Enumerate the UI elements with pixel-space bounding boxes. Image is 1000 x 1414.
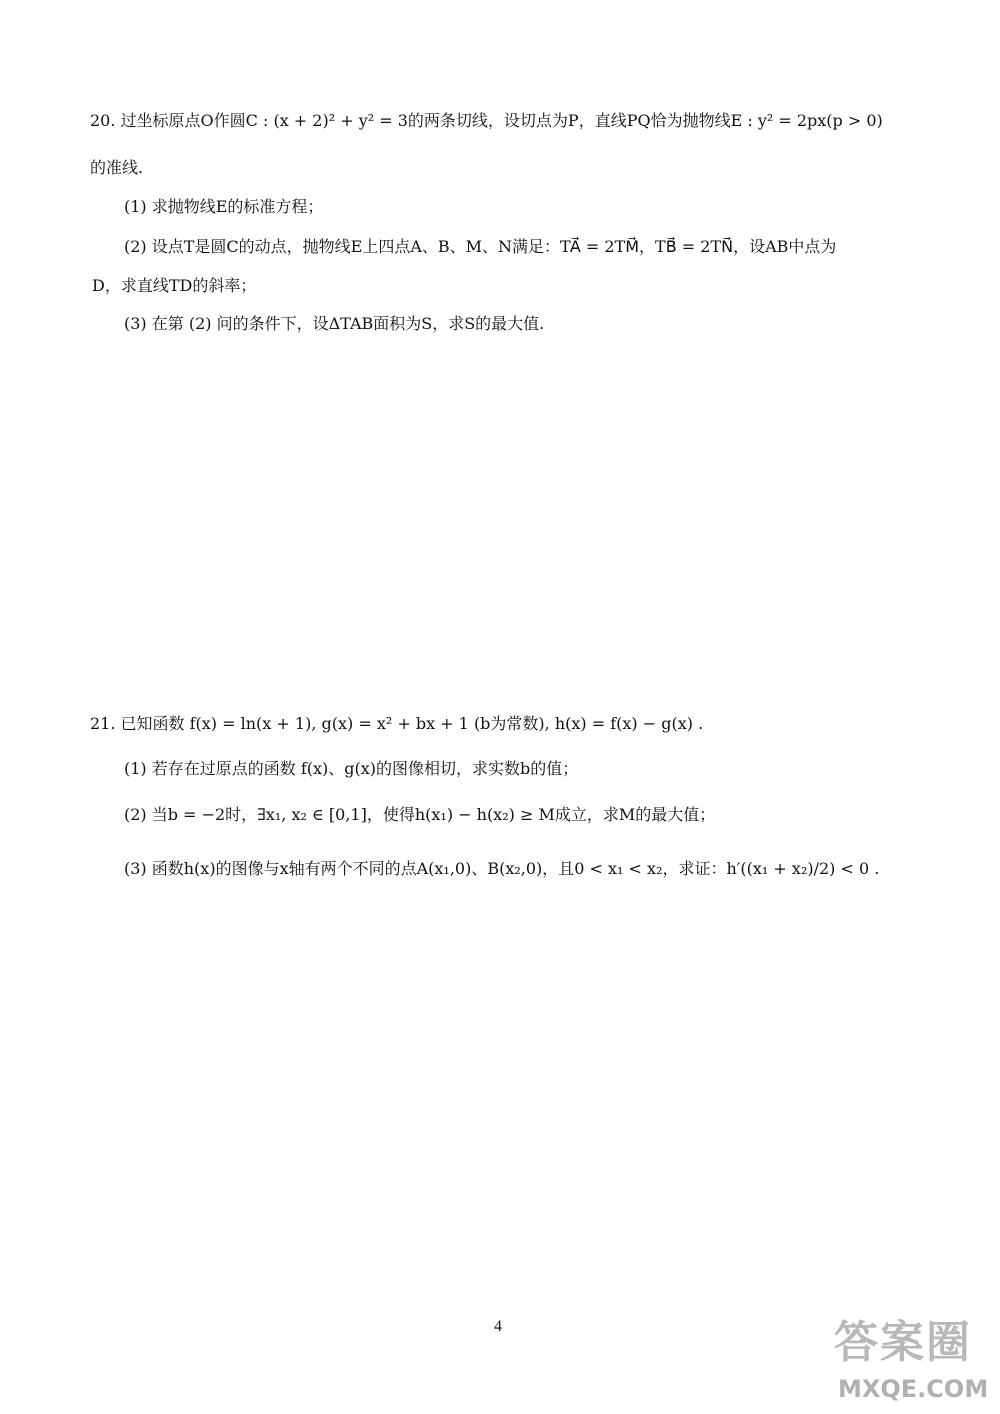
page-number: 4	[494, 1318, 502, 1335]
watermark-title: 答案圈	[834, 1317, 972, 1368]
q20-part2-line1: (2) 设点T是圆C的动点，抛物线E上四点A、B、M、N满足：TA⃗ = 2TM⃗，TB⃗ = 2TN⃗，设AB中点为	[124, 237, 837, 256]
watermark-url: MXQE.COM	[838, 1375, 989, 1403]
watermark-logo	[832, 1318, 997, 1410]
q21-part3: (3) 函数h(x)的图像与x轴有两个不同的点A(x₁,0)、B(x₂,0)，且0 < x₁ < x₂，求证：h′((x₁ + x₂)/2) < 0 .	[124, 859, 880, 878]
q20-part3: (3) 在第 (2) 问的条件下，设ΔTAB面积为S，求S的最大值.	[124, 314, 545, 333]
q21-part2: (2) 当b = −2时，∃x₁, x₂ ∈ [0,1]，使得h(x₁) − h(x₂) ≥ M成立，求M的最大值；	[124, 805, 716, 824]
q20-stem-line1: 20. 过坐标原点O作圆C : (x + 2)² + y² = 3的两条切线，设切点为P，直线PQ恰为抛物线E : y² = 2px(p > 0)	[90, 111, 883, 130]
q21-stem: 21. 已知函数 f(x) = ln(x + 1), g(x) = x² + bx + 1 (b为常数), h(x) = f(x) − g(x) .	[90, 714, 704, 733]
q21-part1: (1) 若存在过原点的函数 f(x)、g(x)的图像相切，求实数b的值；	[124, 759, 579, 778]
q20-part2-line2: D，求直线TD的斜率；	[92, 276, 257, 295]
q20-stem-line2: 的准线.	[90, 158, 144, 177]
q20-part1: (1) 求抛物线E的标准方程；	[124, 197, 324, 216]
